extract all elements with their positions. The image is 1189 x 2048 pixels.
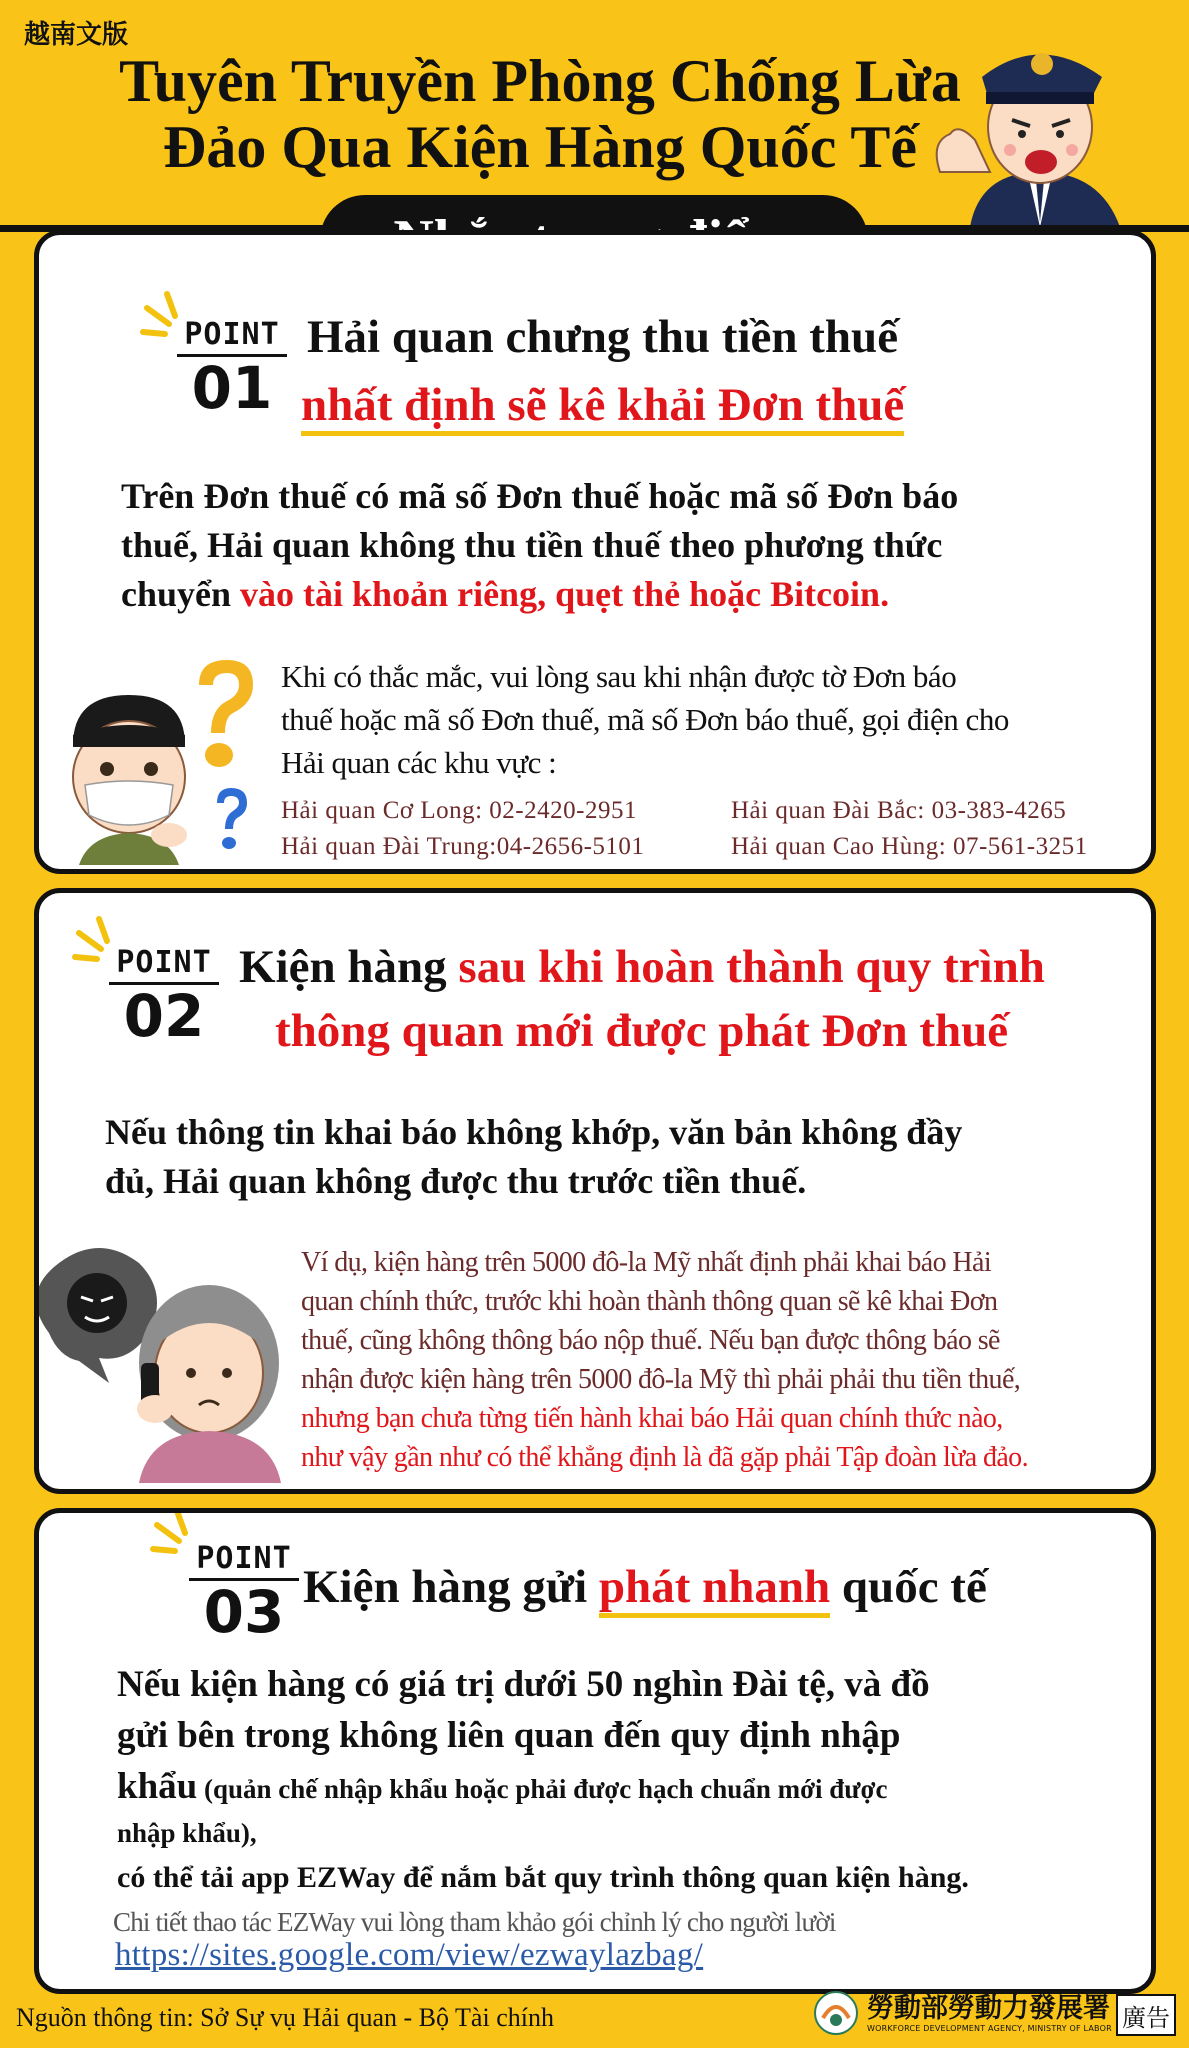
- body-line: [117, 1761, 1127, 1815]
- phone-taichung: Hải quan Đài Trung:04-2656-5101: [281, 833, 645, 860]
- headline-text: Kiện hàng: [239, 941, 459, 993]
- body-line: đủ, Hải quan không được thu trước tiền thuế.: [105, 1161, 807, 1201]
- body-line: Trên Đơn thuế có mã số Đơn thuế hoặc mã số Đơn báo: [121, 476, 959, 516]
- agency-name-en: WORKFORCE DEVELOPMENT AGENCY, MINISTRY OF LABOR: [867, 2023, 1112, 2033]
- point-1-headline-1: Hải quan chưng thu tiền thuế: [307, 311, 899, 363]
- point-word: POINT: [109, 945, 219, 985]
- headline-text: quốc tế: [830, 1561, 987, 1613]
- note-line: Hải quan các khu vực :: [281, 745, 557, 780]
- headline-highlight: phát nhanh: [599, 1561, 830, 1618]
- page-title: [60, 48, 1020, 180]
- source-credit: Nguồn thông tin: Sở Sự vụ Hải quan - Bộ Tài chính: [16, 2003, 554, 2032]
- headline-highlight: sau khi hoàn thành quy trình: [458, 941, 1045, 993]
- agency-name-zh: 勞動部勞動力發展署: [867, 1992, 1110, 2024]
- question-mark-small-icon: [211, 785, 251, 855]
- example-line: thuế, cũng không thông báo nộp thuế. Nếu bạn được thông báo sẽ: [301, 1325, 1000, 1356]
- point-2-body: [105, 1108, 1135, 1206]
- point-2-label: [109, 945, 219, 1050]
- ezway-guide-link[interactable]: https://sites.google.com/view/ezwaylazbag/: [115, 1937, 704, 1973]
- point-1-body: [121, 472, 1121, 619]
- headline-highlight: nhất định sẽ kê khải Đơn thuế: [301, 379, 904, 436]
- point-1-label: [177, 317, 287, 422]
- example-line-highlight: như vậy gần như có thể khẳng định là đã gặp phải Tập đoàn lừa đảo.: [301, 1442, 1028, 1473]
- point-2-headline-2: thông quan mới được phát Đơn thuế: [275, 1005, 1009, 1057]
- point-3-body: [117, 1659, 1127, 1851]
- phone-kaohsiung: Hải quan Cao Hùng: 07-561-3251: [731, 833, 1088, 860]
- body-line: thuế, Hải quan không thu tiền thuế theo phương thức: [121, 525, 943, 565]
- example-line: nhận được kiện hàng trên 5000 đô-la Mỹ thì phải phải thu tiền thuế,: [301, 1364, 1021, 1395]
- note-line: Khi có thắc mắc, vui lòng sau khi nhận được tờ Đơn báo: [281, 659, 957, 694]
- body-text-highlight: vào tài khoản riêng, quẹt thẻ hoặc Bitcoin.: [240, 574, 890, 614]
- headline-text: Kiện hàng gửi: [303, 1561, 599, 1613]
- body-line: gửi bên trong không liên quan đến quy định nhập: [117, 1715, 901, 1756]
- body-text: chuyển: [121, 574, 241, 614]
- point-3-guide-line: Chi tiết thao tác EZWay vui lòng tham khảo gói chỉnh lý cho người lười: [113, 1907, 836, 1937]
- point-3-label: [189, 1541, 299, 1646]
- body-text: khẩu: [117, 1766, 198, 1807]
- point-number: 02: [123, 982, 205, 1050]
- body-line: Nếu kiện hàng có giá trị dưới 50 nghìn Đài tệ, và đồ: [117, 1664, 930, 1705]
- point-3-ezway-line: có thể tải app EZWay để nắm bắt quy trình thông quan kiện hàng.: [117, 1861, 969, 1894]
- point-2-card: [34, 888, 1156, 1494]
- point-word: POINT: [189, 1541, 299, 1581]
- point-1-note: [281, 655, 1141, 784]
- point-number: 03: [203, 1578, 285, 1646]
- agency-logo-icon: [813, 1990, 859, 2036]
- point-number: 01: [191, 354, 273, 422]
- body-line: Nếu thông tin khai báo không khớp, văn bản không đầy: [105, 1112, 963, 1152]
- title-line-1: Tuyên Truyền Phòng Chống Lừa: [119, 48, 961, 114]
- point-2-headline-1: [239, 937, 1045, 997]
- point-3-headline: [303, 1557, 987, 1617]
- man-with-mask-illustration: [49, 685, 209, 865]
- agency-name: [867, 1994, 1112, 2033]
- scammer-and-elderly-woman-illustration: [34, 1233, 299, 1483]
- customs-officer-illustration: [920, 22, 1160, 227]
- ad-badge: 廣告: [1116, 1994, 1176, 2036]
- phone-keelung: Hải quan Cơ Long: 02-2420-2951: [281, 797, 637, 824]
- point-2-example: [301, 1243, 1151, 1477]
- title-line-2: Đảo Qua Kiện Hàng Quốc Tế: [163, 114, 917, 180]
- language-tag: 越南文版: [24, 20, 129, 50]
- body-text-small: (quản chế nhập khẩu hoặc phải được hạch chuẩn mới được: [197, 1774, 888, 1804]
- point-word: POINT: [177, 317, 287, 357]
- point-3-card: [34, 1508, 1156, 1994]
- note-line: thuế hoặc mã số Đơn thuế, mã số Đơn báo thuế, gọi điện cho: [281, 702, 1009, 737]
- phone-taipei: Hải quan Đài Bắc: 03-383-4265: [731, 797, 1067, 824]
- example-line-highlight: nhưng bạn chưa từng tiến hành khai báo Hải quan chính thức nào,: [301, 1403, 1003, 1434]
- body-line: [121, 570, 1121, 619]
- example-line: quan chính thức, trước khi hoàn thành thông quan sẽ kê khai Đơn: [301, 1286, 998, 1317]
- point-1-headline-2: [301, 375, 904, 435]
- example-line: Ví dụ, kiện hàng trên 5000 đô-la Mỹ nhất định phải khai báo Hải: [301, 1247, 992, 1278]
- point-1-card: [34, 230, 1156, 874]
- agency-logo-block: [813, 1990, 1112, 2036]
- body-text-small: nhập khẩu),: [117, 1818, 257, 1848]
